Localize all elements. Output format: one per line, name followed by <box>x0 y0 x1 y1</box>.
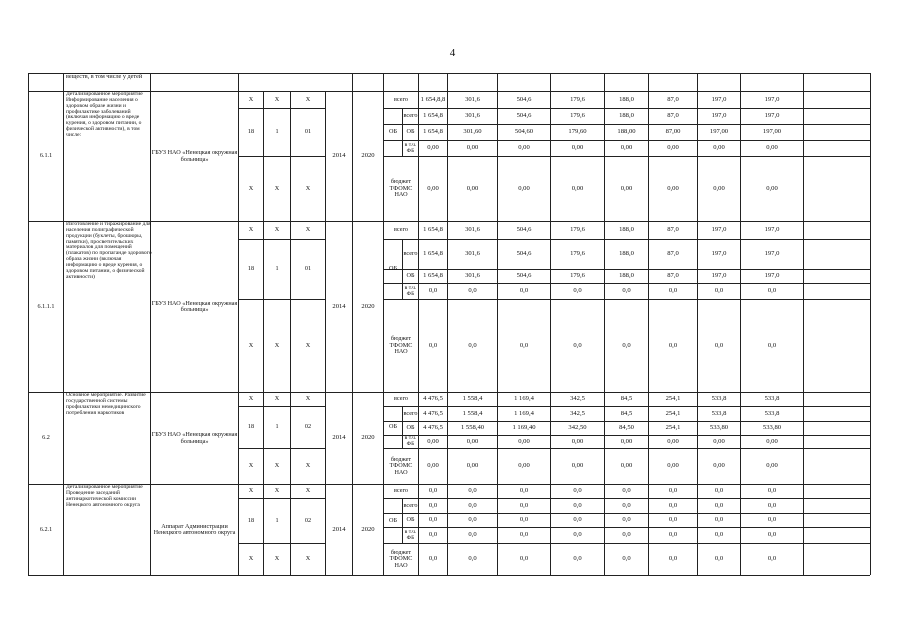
start-year: 2014 <box>332 152 346 160</box>
value-cell: 0,00 <box>518 144 530 152</box>
value-cell: 533,8 <box>764 409 780 417</box>
row-name: Детализированное мероприятие Информирование населения о здоровом образе жизни и профилактике заболеваний (включая информацию о вреде курения, о здоровом питании, о физической активности), в том числе: <box>66 92 143 139</box>
value-cell: 1 654,8 <box>423 272 443 280</box>
grid-line <box>803 73 804 91</box>
value-cell: 0,0 <box>428 487 438 495</box>
budget-code: 1 <box>275 516 279 524</box>
value-cell: 0,0 <box>714 487 724 495</box>
value-cell: 0,0 <box>519 287 529 295</box>
source-label: в т.ч. ФБ <box>404 436 417 447</box>
value-cell: 0,00 <box>766 437 778 445</box>
grid-line <box>648 73 649 91</box>
value-cell: 504,6 <box>516 250 532 258</box>
value-cell: 87,0 <box>667 272 679 280</box>
value-cell: 0,0 <box>519 501 529 509</box>
value-cell: 1 654,8 <box>423 226 443 234</box>
value-cell: 188,0 <box>619 226 634 234</box>
value-cell: 0,00 <box>766 462 778 470</box>
value-cell: 87,0 <box>667 250 679 258</box>
value-cell: 0,0 <box>714 287 724 295</box>
value-cell: 0,0 <box>428 287 438 295</box>
value-cell: 0,0 <box>767 287 777 295</box>
grid-line <box>28 73 29 91</box>
value-cell: 0,0 <box>622 341 631 349</box>
value-cell: 84,5 <box>620 395 633 403</box>
end-year: 2020 <box>361 302 375 310</box>
value-cell: 0,0 <box>573 341 582 349</box>
code-x: X <box>248 341 254 349</box>
code-x: X <box>274 226 280 234</box>
value-cell: 0,00 <box>713 462 725 470</box>
budget-code: 01 <box>304 265 312 273</box>
source-label: всего <box>403 409 418 417</box>
value-cell: 0,00 <box>466 437 479 445</box>
value-cell: 87,0 <box>667 226 679 234</box>
row-name: Основное мероприятие. Развитие государственной системы профилактики немедицинского потребления наркотиков <box>66 393 146 416</box>
value-cell: 197,0 <box>711 95 727 103</box>
grid-line <box>383 73 384 91</box>
value-cell: 0,0 <box>428 501 438 509</box>
grid-line <box>604 73 605 91</box>
value-cell: 197,00 <box>762 128 782 136</box>
grid-line <box>447 73 448 91</box>
value-cell: 188,0 <box>619 112 634 120</box>
grid-line <box>418 73 419 91</box>
grid-line <box>870 221 871 392</box>
value-cell: 84,5 <box>620 409 633 417</box>
code-x: X <box>248 487 254 495</box>
code-x: X <box>274 341 280 349</box>
value-cell: 504,60 <box>514 128 534 136</box>
value-cell: 0,00 <box>713 144 725 152</box>
value-cell: 87,0 <box>667 95 679 103</box>
value-cell: 0,00 <box>713 184 725 192</box>
value-cell: 0,0 <box>668 516 678 524</box>
code-x: X <box>305 395 311 403</box>
source-label: всего <box>403 501 418 509</box>
budget-code: 18 <box>247 423 255 431</box>
grid-line <box>803 221 804 392</box>
source-label: ОБ <box>406 272 415 280</box>
value-cell: 0,0 <box>622 516 631 524</box>
value-cell: 0,00 <box>620 437 633 445</box>
value-cell: 0,0 <box>573 516 582 524</box>
value-cell: 0,0 <box>573 531 582 539</box>
value-cell: 0,0 <box>428 341 438 349</box>
page-number: 4 <box>449 47 456 59</box>
value-cell: 0,0 <box>428 531 438 539</box>
grid-line <box>28 575 870 576</box>
value-cell: 0,0 <box>468 531 477 539</box>
value-cell: 533,8 <box>711 409 727 417</box>
value-cell: 254,1 <box>665 395 681 403</box>
budget-code: 18 <box>247 516 255 524</box>
value-cell: 0,0 <box>468 487 477 495</box>
source-label: всего <box>403 112 418 120</box>
code-x: X <box>274 95 280 103</box>
value-cell: 0,00 <box>466 144 479 152</box>
end-year: 2020 <box>361 434 375 442</box>
value-cell: 197,0 <box>764 272 780 280</box>
value-cell: 0,0 <box>668 531 678 539</box>
source-group-label: ОБ <box>388 423 398 431</box>
value-cell: 301,6 <box>465 112 480 120</box>
code-x: X <box>248 462 254 470</box>
value-cell: 301,6 <box>465 95 480 103</box>
value-cell: 0,0 <box>714 555 724 563</box>
value-cell: 301,6 <box>465 272 480 280</box>
value-cell: 4 476,5 <box>423 424 443 432</box>
code-x: X <box>305 487 311 495</box>
value-cell: 254,1 <box>665 409 681 417</box>
value-cell: 0,0 <box>468 501 477 509</box>
value-cell: 179,6 <box>570 112 585 120</box>
value-cell: 197,0 <box>711 226 727 234</box>
value-cell: 0,00 <box>571 462 584 470</box>
value-cell: 301,6 <box>465 250 480 258</box>
value-cell: 0,0 <box>668 341 678 349</box>
value-cell: 1 654,8 <box>423 112 443 120</box>
grid-line <box>238 73 239 91</box>
value-cell: 197,0 <box>764 112 780 120</box>
end-year: 2020 <box>361 525 375 533</box>
value-cell: 0,0 <box>668 555 678 563</box>
budget-code: 1 <box>275 423 279 431</box>
source-label: бюджет ТФОМС НАО <box>389 178 413 199</box>
value-cell: 0,0 <box>622 555 631 563</box>
value-cell: 1 558,4 <box>462 395 483 403</box>
value-cell: 0,0 <box>714 501 724 509</box>
value-cell: 0,0 <box>428 516 438 524</box>
value-cell: 0,00 <box>518 437 530 445</box>
value-cell: 0,00 <box>571 437 584 445</box>
value-cell: 0,0 <box>468 287 477 295</box>
value-cell: 0,0 <box>622 487 631 495</box>
value-cell: 0,00 <box>427 184 439 192</box>
budget-code: 02 <box>304 516 312 524</box>
value-cell: 179,6 <box>570 226 585 234</box>
value-cell: 0,0 <box>767 516 777 524</box>
value-cell: 0,00 <box>571 184 584 192</box>
value-cell: 504,6 <box>516 272 532 280</box>
value-cell: 0,00 <box>766 184 778 192</box>
value-cell: 533,80 <box>762 424 782 432</box>
value-cell: 0,0 <box>668 287 678 295</box>
code-x: X <box>274 184 280 192</box>
value-cell: 0,0 <box>622 501 631 509</box>
value-cell: 1 654,8,8 <box>420 95 446 103</box>
source-group-label: ОБ <box>388 128 398 136</box>
value-cell: 504,6 <box>516 112 532 120</box>
source-label: бюджет ТФОМС НАО <box>389 335 413 356</box>
start-year: 2014 <box>332 525 346 533</box>
source-label: всего <box>394 95 408 103</box>
source-label: в т.ч. ФБ <box>404 284 417 297</box>
value-cell: 197,0 <box>764 95 780 103</box>
executor-name: Аппарат Администрации Ненецкого автономного округа <box>153 522 236 536</box>
value-cell: 87,00 <box>665 128 681 136</box>
grid-line <box>870 484 871 575</box>
value-cell: 0,00 <box>466 462 479 470</box>
value-cell: 0,0 <box>714 516 724 524</box>
value-cell: 1 169,40 <box>512 424 536 432</box>
source-label: ОБ <box>406 516 415 524</box>
value-cell: 197,0 <box>711 272 727 280</box>
value-cell: 0,00 <box>518 184 530 192</box>
value-cell: 0,00 <box>620 184 633 192</box>
value-cell: 1 654,8 <box>423 128 443 136</box>
end-year: 2020 <box>361 152 375 160</box>
value-cell: 179,60 <box>568 128 587 136</box>
value-cell: 197,0 <box>711 112 727 120</box>
value-cell: 188,0 <box>619 250 634 258</box>
value-cell: 179,6 <box>570 272 585 280</box>
grid-line <box>870 392 871 484</box>
value-cell: 533,8 <box>711 395 727 403</box>
code-x: X <box>248 395 254 403</box>
value-cell: 301,6 <box>465 226 480 234</box>
value-cell: 1 558,4 <box>462 409 483 417</box>
value-cell: 0,00 <box>427 144 439 152</box>
value-cell: 0,0 <box>573 555 582 563</box>
value-cell: 0,0 <box>714 531 724 539</box>
budget-code: 01 <box>304 128 312 136</box>
source-label: всего <box>403 250 418 258</box>
value-cell: 0,0 <box>767 531 777 539</box>
value-cell: 0,0 <box>767 555 777 563</box>
value-cell: 0,00 <box>667 437 679 445</box>
grid-line <box>550 73 551 91</box>
grid-line <box>870 91 871 221</box>
value-cell: 1 169,4 <box>514 409 534 417</box>
top-fragment-text: веществ, в том числе у детей <box>66 74 143 80</box>
grid-line <box>870 73 871 91</box>
value-cell: 0,0 <box>622 287 631 295</box>
start-year: 2014 <box>332 302 346 310</box>
value-cell: 0,0 <box>468 555 477 563</box>
grid-line <box>740 73 741 91</box>
value-cell: 0,0 <box>519 516 529 524</box>
value-cell: 197,0 <box>711 250 727 258</box>
code-x: X <box>274 555 280 563</box>
value-cell: 254,1 <box>665 424 681 432</box>
budget-code: 1 <box>275 265 279 273</box>
value-cell: 0,0 <box>519 531 529 539</box>
source-label: ОБ <box>406 424 415 432</box>
value-cell: 188,0 <box>619 272 634 280</box>
code-x: X <box>305 226 311 234</box>
value-cell: 0,00 <box>571 144 584 152</box>
value-cell: 0,00 <box>713 437 725 445</box>
value-cell: 533,80 <box>709 424 729 432</box>
value-cell: 4 476,5 <box>423 395 443 403</box>
row-name: Изготовление и тиражирование для населения полиграфической продукции (буклеты, брошюры, памятки), просветительских материалов для помещений (плакатов) по пропаганде здорового образа жизни (включая информацию о вреде курения, о здоровом питании, о физической активности) <box>66 222 152 280</box>
value-cell: 0,0 <box>573 287 582 295</box>
value-cell: 0,0 <box>622 531 631 539</box>
value-cell: 0,0 <box>714 341 724 349</box>
budget-code: 18 <box>247 128 255 136</box>
value-cell: 0,0 <box>468 341 477 349</box>
value-cell: 84,50 <box>619 424 634 432</box>
value-cell: 179,6 <box>570 95 585 103</box>
value-cell: 179,6 <box>570 250 585 258</box>
executor-name: ГБУЗ НАО «Ненецкая окружная больница» <box>151 149 238 163</box>
value-cell: 0,00 <box>766 144 778 152</box>
value-cell: 1 654,8 <box>423 250 443 258</box>
source-label: ОБ <box>406 128 415 136</box>
code-x: X <box>248 555 254 563</box>
value-cell: 197,0 <box>764 226 780 234</box>
value-cell: 0,00 <box>667 462 679 470</box>
value-cell: 87,0 <box>667 112 679 120</box>
value-cell: 188,00 <box>617 128 636 136</box>
value-cell: 0,00 <box>667 144 679 152</box>
code-x: X <box>248 184 254 192</box>
value-cell: 0,00 <box>466 184 479 192</box>
value-cell: 0,0 <box>767 501 777 509</box>
row-code: 6.1.1 <box>39 152 53 160</box>
value-cell: 533,8 <box>764 395 780 403</box>
grid-line <box>497 73 498 91</box>
value-cell: 188,0 <box>619 95 634 103</box>
grid-line <box>697 73 698 91</box>
code-x: X <box>305 555 311 563</box>
source-label: в т.ч. ФБ <box>404 141 417 154</box>
value-cell: 0,00 <box>427 437 439 445</box>
value-cell: 342,5 <box>570 409 585 417</box>
code-x: X <box>274 395 280 403</box>
value-cell: 197,0 <box>764 250 780 258</box>
value-cell: 0,0 <box>519 555 529 563</box>
value-cell: 1 169,4 <box>514 395 534 403</box>
budget-code: 02 <box>304 423 312 431</box>
source-group-label: ОБ <box>388 265 398 273</box>
row-code: 6.1.1.1 <box>37 302 55 310</box>
value-cell: 4 476,5 <box>423 409 443 417</box>
value-cell: 0,00 <box>667 184 679 192</box>
start-year: 2014 <box>332 434 346 442</box>
source-label: всего <box>394 395 408 403</box>
value-cell: 0,0 <box>519 341 529 349</box>
grid-line <box>352 73 353 91</box>
value-cell: 0,00 <box>620 462 633 470</box>
value-cell: 0,0 <box>573 487 582 495</box>
source-label: бюджет ТФОМС НАО <box>389 455 413 476</box>
value-cell: 301,60 <box>463 128 482 136</box>
code-x: X <box>248 95 254 103</box>
value-cell: 1 558,40 <box>460 424 485 432</box>
code-x: X <box>305 184 311 192</box>
value-cell: 0,00 <box>427 462 439 470</box>
row-code: 6.2 <box>42 434 50 442</box>
value-cell: 0,0 <box>573 501 582 509</box>
source-label: всего <box>394 487 408 495</box>
value-cell: 0,0 <box>468 516 477 524</box>
value-cell: 0,0 <box>767 341 777 349</box>
grid-line <box>28 73 870 74</box>
budget-code: 1 <box>275 128 279 136</box>
value-cell: 0,0 <box>668 487 678 495</box>
code-x: X <box>305 341 311 349</box>
value-cell: 0,0 <box>428 555 438 563</box>
value-cell: 504,6 <box>516 226 532 234</box>
value-cell: 0,0 <box>767 487 777 495</box>
source-label: всего <box>394 226 408 234</box>
code-x: X <box>305 95 311 103</box>
source-label: в т.ч. ФБ <box>404 528 417 541</box>
budget-code: 18 <box>247 265 255 273</box>
code-x: X <box>274 487 280 495</box>
value-cell: 342,5 <box>570 395 585 403</box>
value-cell: 0,00 <box>620 144 633 152</box>
code-x: X <box>274 462 280 470</box>
code-x: X <box>305 462 311 470</box>
row-code: 6.2.1 <box>39 525 53 533</box>
code-x: X <box>248 226 254 234</box>
value-cell: 0,0 <box>668 501 678 509</box>
value-cell: 0,00 <box>518 462 530 470</box>
executor-name: ГБУЗ НАО «Ненецкая окружная больница» <box>151 299 238 313</box>
value-cell: 504,6 <box>516 95 532 103</box>
row-name: Детализированное мероприятие Проведение заседаний антинаркотической комиссии Ненецкого автономного округа <box>66 485 143 508</box>
source-label: бюджет ТФОМС НАО <box>389 548 413 569</box>
executor-name: ГБУЗ НАО «Ненецкая окружная больница» <box>151 431 238 445</box>
value-cell: 0,0 <box>519 487 529 495</box>
value-cell: 342,50 <box>568 424 587 432</box>
source-group-label: ОБ <box>388 516 398 524</box>
value-cell: 197,00 <box>709 128 729 136</box>
